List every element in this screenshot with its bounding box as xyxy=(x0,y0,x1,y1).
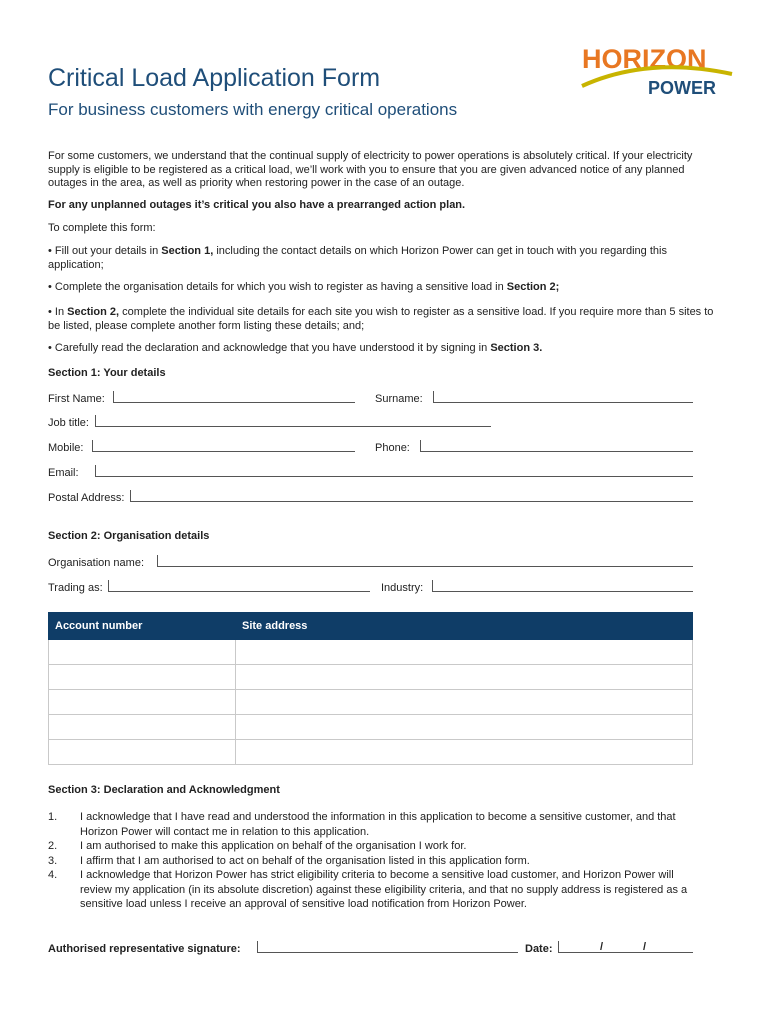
instruction-bullet-1: • Fill out your details in Section 1, including the contact details on which Horizon Power can get in touch with you regarding this application; xyxy=(48,245,667,271)
declaration-list xyxy=(48,810,698,912)
list-item: 3. I affirm that I am authorised to act on behalf of the organisation listed in this application form. xyxy=(48,854,530,867)
industry-label: Industry: xyxy=(381,582,424,594)
date-label: Date: xyxy=(525,943,553,955)
table-row xyxy=(49,665,693,690)
site-address-cell[interactable] xyxy=(236,740,693,765)
organisation-name-label: Organisation name: xyxy=(48,557,144,569)
account-number-header: Account number xyxy=(49,613,236,640)
site-address-cell[interactable] xyxy=(236,715,693,740)
organisation-name-field[interactable] xyxy=(157,555,693,567)
signature-field[interactable] xyxy=(257,941,518,953)
table-row xyxy=(49,740,693,765)
instruction-bullet-3: • In Section 2, complete the individual site details for each site you wish to register as a sensitive load. If you require more than 5 sites to be listed, please complete another form listing these details; and; xyxy=(48,306,714,332)
date-separator: / xyxy=(600,941,604,953)
instructions-heading: To complete this form: xyxy=(48,222,156,234)
site-address-cell[interactable] xyxy=(236,690,693,715)
logo-word-horizon: HORIZON xyxy=(582,44,707,74)
email-field[interactable] xyxy=(95,465,693,477)
page-subtitle: For business customers with energy critical operations xyxy=(48,100,458,119)
date-field[interactable] xyxy=(558,941,693,953)
phone-field[interactable] xyxy=(420,440,693,452)
list-item: 1. I acknowledge that I have read and understood the information in this application to become a sensitive customer, and that Horizon Power will contact me in relation to this application. xyxy=(48,811,676,838)
instruction-bullet-2: • Complete the organisation details for which you wish to register as having a sensitive load in Section 2; xyxy=(48,281,560,293)
site-address-cell[interactable] xyxy=(236,665,693,690)
first-name-field[interactable] xyxy=(113,391,355,403)
account-number-cell[interactable] xyxy=(49,715,236,740)
logo-word-power: POWER xyxy=(648,78,717,98)
trading-as-label: Trading as: xyxy=(48,582,103,594)
intro-paragraph: For some customers, we understand that the continual supply of electricity to power operations is absolutely critical. If your electricity supply is eligible to be registered as a critical load, we’ll work with you to ensure that you are given advanced notice of any planned outages in the area, as well as priority when restoring power in the case of an outage. xyxy=(48,150,693,189)
site-details-table xyxy=(48,612,693,765)
first-name-label: First Name: xyxy=(48,393,105,405)
postal-address-field[interactable] xyxy=(130,490,693,502)
account-number-cell[interactable] xyxy=(49,690,236,715)
table-header-row xyxy=(49,613,693,640)
email-label: Email: xyxy=(48,467,79,479)
action-plan-note: For any unplanned outages it’s critical you also have a prearranged action plan. xyxy=(48,199,466,211)
table-row xyxy=(49,690,693,715)
trading-as-field[interactable] xyxy=(108,580,370,592)
section2-heading: Section 2: Organisation details xyxy=(48,530,210,542)
list-item: 2. I am authorised to make this application on behalf of the organisation I work for. xyxy=(48,840,467,852)
job-title-field[interactable] xyxy=(95,415,491,427)
surname-field[interactable] xyxy=(433,391,693,403)
section3-heading: Section 3: Declaration and Acknowledgment xyxy=(48,784,280,796)
table-row xyxy=(49,715,693,740)
signature-label: Authorised representative signature: xyxy=(48,943,241,955)
account-number-cell[interactable] xyxy=(49,740,236,765)
postal-address-label: Postal Address: xyxy=(48,492,125,504)
mobile-label: Mobile: xyxy=(48,442,84,454)
list-item: 4. I acknowledge that Horizon Power has strict eligibility criteria to become a sensitive load customer, and Horizon Power will review my application (in its absolute discretion) against these eligibility criteria, and that no supply address is registered as a sensitive load unless I receive an approval of sensitive load notification from Horizon Power. xyxy=(48,869,688,910)
industry-field[interactable] xyxy=(432,580,693,592)
section1-heading: Section 1: Your details xyxy=(48,367,166,379)
instruction-bullet-4: • Carefully read the declaration and acknowledge that you have understood it by signing in Section 3. xyxy=(48,342,543,354)
job-title-label: Job title: xyxy=(48,417,89,429)
mobile-field[interactable] xyxy=(92,440,355,452)
phone-label: Phone: xyxy=(375,442,410,454)
account-number-cell[interactable] xyxy=(49,640,236,665)
account-number-cell[interactable] xyxy=(49,665,236,690)
site-address-header: Site address xyxy=(236,613,693,640)
page-title: Critical Load Application Form xyxy=(48,64,381,92)
table-row xyxy=(49,640,693,665)
site-address-cell[interactable] xyxy=(236,640,693,665)
date-separator: / xyxy=(643,941,647,953)
surname-label: Surname: xyxy=(375,393,423,405)
horizon-power-logo xyxy=(578,40,738,100)
